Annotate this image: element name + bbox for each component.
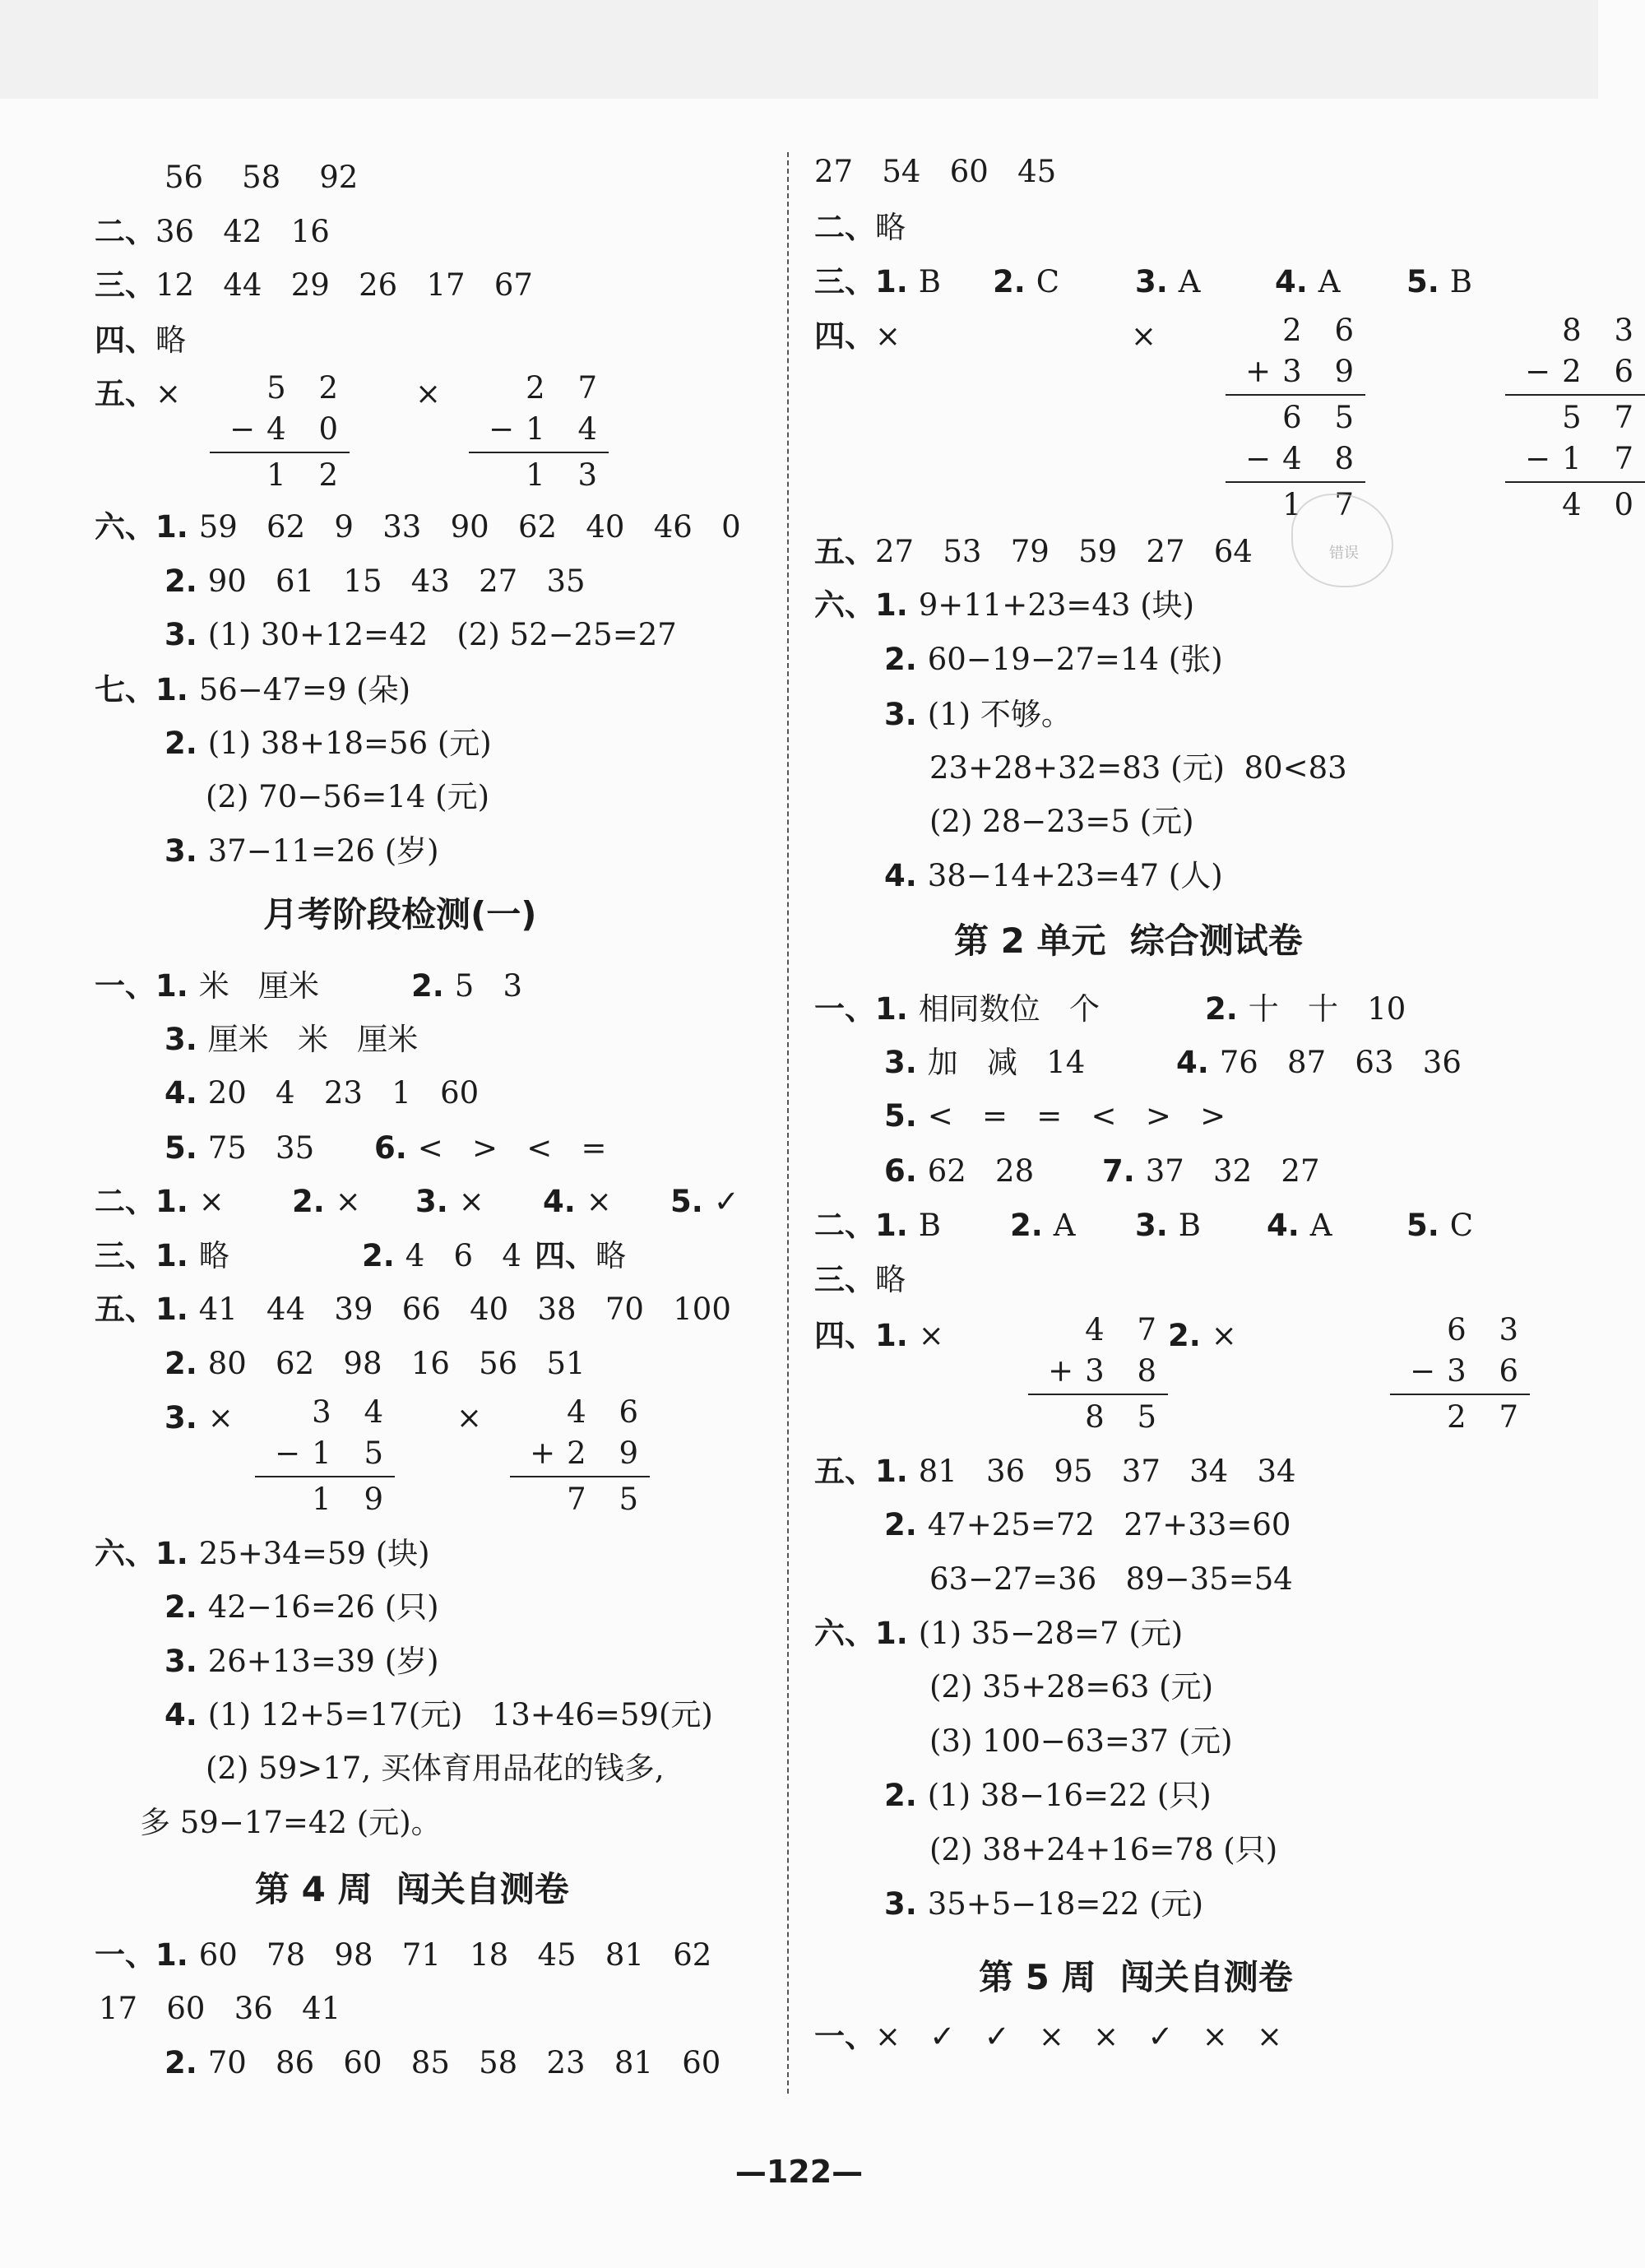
calc-row: 2 7 — [1447, 1399, 1530, 1435]
calc-row: 4 6 — [567, 1394, 650, 1430]
answer-text: 25+34=59 (块) — [198, 1536, 430, 1571]
calc-row: −4 8 — [1245, 441, 1365, 476]
left-answer-line — [164, 1642, 439, 1681]
answer-text: × — [1131, 318, 1157, 354]
answer-text: 略 — [875, 210, 906, 245]
left-answer-line — [206, 777, 489, 817]
question-number: 2. — [884, 1778, 928, 1813]
question-number: 1. — [875, 587, 919, 623]
left-answer-line — [164, 1074, 479, 1113]
question-number: 6. — [884, 1153, 928, 1189]
calc-row: 1 7 — [1282, 487, 1365, 522]
right-answer-line — [929, 1830, 1277, 1870]
left-answer-line — [164, 832, 439, 871]
question-number: 2. — [1205, 991, 1249, 1027]
left-answer-line — [95, 1534, 430, 1574]
question-number: 4. — [543, 1184, 586, 1219]
section-label: 四、 — [814, 1318, 875, 1353]
right-answer-line — [814, 1452, 1296, 1491]
right-answer-line — [814, 586, 1194, 625]
answer-text: 75 35 — [207, 1130, 315, 1166]
answer-text: 56 58 92 — [164, 160, 359, 195]
question-number: 3. — [415, 1184, 459, 1219]
question-number: 3. — [884, 1045, 928, 1080]
right-answer-line — [1275, 262, 1340, 302]
question-number: 3. — [884, 697, 928, 732]
answer-text: A — [1309, 1208, 1332, 1243]
answer-text: < = = < > > — [927, 1098, 1226, 1134]
question-number: 5. — [164, 1130, 208, 1166]
section-label: 二、 — [95, 214, 155, 249]
left-answer-line — [164, 1695, 713, 1735]
left-answer-line — [670, 1182, 739, 1222]
question-number: 2. — [164, 726, 208, 761]
section-label: 七、 — [95, 672, 155, 707]
answer-text: 27 54 60 45 — [814, 154, 1057, 189]
left-answer-line — [95, 374, 181, 414]
vertical-calculation — [210, 368, 350, 496]
left-answer-line — [415, 374, 441, 414]
answer-text: 42−16=26 (只) — [207, 1589, 439, 1625]
left-answer-line — [362, 1236, 521, 1276]
section-label: 四、 — [95, 322, 155, 358]
question-number: 2. — [164, 2045, 208, 2080]
right-answer-line — [814, 1206, 941, 1245]
section-label: 二、 — [95, 1184, 155, 1219]
question-number: 2. — [1010, 1208, 1054, 1243]
answer-text: 略 — [198, 1238, 229, 1273]
question-number: 5. — [884, 1098, 928, 1134]
left-answer-line — [95, 1182, 225, 1222]
section-label: 五、 — [95, 1292, 155, 1327]
left-answer-line — [415, 1182, 484, 1222]
right-answer-line — [1205, 990, 1406, 1029]
right-answer-line — [929, 1560, 1293, 1599]
question-number: 2. — [993, 264, 1036, 299]
left-answer-line — [164, 562, 586, 601]
left-answer-line — [164, 1020, 418, 1060]
answer-text: < > < = — [417, 1130, 607, 1166]
answer-text: 80 62 98 16 56 51 — [207, 1346, 586, 1381]
calc-row: −2 6 — [1525, 354, 1645, 389]
question-number: 3. — [1135, 264, 1179, 299]
left-answer-line — [95, 266, 533, 305]
answer-text: 37 32 27 — [1145, 1153, 1320, 1189]
section-label: 三、 — [814, 264, 875, 299]
answer-text: (1) 35−28=7 (元) — [918, 1616, 1184, 1651]
answer-text: 36 42 16 — [155, 214, 330, 249]
right-answer-line — [884, 1885, 1203, 1924]
answer-text: ✓ — [713, 1184, 739, 1219]
answer-text: 35+5−18=22 (元) — [927, 1886, 1204, 1922]
answer-text: 20 4 23 1 60 — [207, 1075, 480, 1111]
question-number: 3. — [164, 833, 208, 869]
answer-text: 47+25=72 27+33=60 — [927, 1507, 1291, 1542]
answer-text: 略 — [595, 1238, 626, 1273]
section-label: 六、 — [814, 587, 875, 623]
answer-text: 41 44 39 66 40 38 70 100 — [198, 1292, 731, 1327]
calc-row: −4 0 — [229, 411, 350, 447]
vertical-calculation — [1390, 1310, 1530, 1438]
calc-rule — [1028, 1394, 1168, 1395]
answer-text: (1) 38−16=22 (只) — [927, 1778, 1212, 1813]
section-label: 一、 — [95, 968, 155, 1004]
section-heading: 第 5 周 闯关自测卷 — [979, 1957, 1293, 1997]
calc-rule — [1505, 394, 1645, 396]
calc-row: −1 7 — [1525, 441, 1645, 476]
answer-text: 多 59−17=42 (元)。 — [140, 1805, 442, 1840]
question-number: 3. — [164, 1644, 208, 1679]
left-answer-line — [95, 1936, 711, 1975]
calc-rule — [1390, 1394, 1530, 1395]
right-answer-line — [814, 262, 941, 302]
right-answer-line — [814, 1316, 944, 1356]
answer-text: × — [918, 1318, 944, 1353]
answer-text: 37−11=26 (岁) — [207, 833, 439, 869]
calc-row: 4 7 — [1085, 1312, 1168, 1347]
right-answer-line — [929, 1667, 1213, 1707]
calc-row: 8 5 — [1085, 1399, 1168, 1435]
section-label: 二、 — [814, 1208, 875, 1243]
right-answer-line — [814, 317, 901, 356]
answer-text: A — [1318, 264, 1341, 299]
answer-text: 76 87 63 36 — [1219, 1045, 1462, 1080]
question-number: 1. — [155, 1184, 199, 1219]
answer-text: × — [155, 376, 182, 411]
answer-text: × — [875, 318, 901, 354]
answer-text: 60−19−27=14 (张) — [927, 642, 1223, 677]
left-answer-line — [164, 724, 492, 763]
answer-text: 加 减 14 — [927, 1045, 1086, 1080]
answer-text: 17 60 36 41 — [99, 1991, 341, 2026]
left-answer-line — [411, 967, 522, 1006]
question-number: 2. — [884, 1507, 928, 1542]
question-number: 6. — [374, 1130, 418, 1166]
question-number: 1. — [155, 672, 199, 707]
right-answer-line — [929, 802, 1194, 842]
question-number: 2. — [292, 1184, 336, 1219]
section-label: 六、 — [814, 1616, 875, 1651]
column-divider — [787, 152, 789, 2094]
calc-rule — [510, 1476, 650, 1477]
right-answer-line — [1176, 1043, 1462, 1083]
calc-row: 5 2 — [266, 370, 350, 406]
calc-row: −1 4 — [489, 411, 609, 447]
answer-text: 5 3 — [454, 968, 523, 1004]
answer-text: × — [458, 1184, 484, 1219]
right-answer-line — [1135, 1206, 1201, 1245]
answer-text: (2) 59>17, 买体育用品花的钱多, — [206, 1751, 665, 1786]
right-answer-line — [814, 1260, 906, 1300]
section-label: 五、 — [814, 1454, 875, 1489]
right-answer-line — [1135, 262, 1200, 302]
left-answer-line — [164, 1129, 314, 1168]
left-answer-line — [164, 158, 358, 197]
answer-text: 59 62 9 33 90 62 40 46 0 — [198, 509, 741, 545]
calc-row: 6 3 — [1447, 1312, 1530, 1347]
right-answer-line — [884, 695, 1072, 735]
right-answer-line — [884, 640, 1223, 679]
calc-rule — [255, 1476, 395, 1477]
answer-text: (3) 100−63=37 (元) — [929, 1723, 1233, 1759]
answer-text: 相同数位 个 — [918, 991, 1100, 1027]
section-label: 五、 — [814, 534, 875, 569]
right-answer-line — [884, 1505, 1291, 1545]
answer-text: (2) 28−23=5 (元) — [929, 804, 1194, 839]
question-number: 1. — [155, 1292, 199, 1327]
question-number: 4. — [164, 1697, 208, 1732]
left-answer-line — [164, 1344, 586, 1384]
question-number: 2. — [164, 564, 208, 599]
question-number: 1. — [155, 1536, 199, 1571]
calc-row: 6 5 — [1282, 400, 1365, 435]
right-answer-line — [993, 262, 1059, 302]
calc-rule — [1226, 394, 1365, 396]
left-answer-line — [140, 1803, 442, 1843]
question-number: 2. — [362, 1238, 405, 1273]
answer-text: 4 6 4 — [405, 1238, 521, 1273]
right-answer-line — [1406, 262, 1472, 302]
right-answer-line — [884, 1776, 1212, 1816]
answer-text: × — [335, 1184, 361, 1219]
question-number: 2. — [164, 1346, 208, 1381]
answer-text: (2) 35+28=63 (元) — [929, 1669, 1214, 1704]
answer-text: 略 — [155, 322, 186, 358]
section-label: 五、 — [95, 376, 155, 411]
vertical-calculation — [1505, 310, 1645, 526]
vertical-calculation — [1028, 1310, 1168, 1438]
right-answer-line — [814, 208, 906, 248]
right-answer-line — [929, 1722, 1233, 1761]
left-answer-line — [95, 1290, 731, 1329]
right-answer-line — [1267, 1206, 1332, 1245]
answer-text: 56−47=9 (朵) — [198, 672, 411, 707]
calc-row: 8 3 — [1562, 313, 1645, 348]
question-number: 1. — [155, 968, 199, 1004]
question-number: 2. — [411, 968, 455, 1004]
right-answer-line — [814, 152, 1056, 192]
calc-rule — [469, 452, 609, 453]
section-label: 六、 — [95, 1536, 155, 1571]
left-answer-line — [95, 212, 330, 252]
question-number: 3. — [164, 1022, 208, 1057]
answer-text: 十 十 10 — [1248, 991, 1406, 1027]
calc-row: 1 2 — [266, 457, 350, 493]
answer-text: (1) 12+5=17(元) 13+46=59(元) — [207, 1697, 713, 1732]
answer-text: × — [207, 1400, 234, 1435]
question-number: 1. — [875, 1454, 919, 1489]
answer-text: 90 61 15 43 27 35 — [207, 564, 586, 599]
right-answer-line — [1102, 1152, 1320, 1191]
question-number: 3. — [884, 1886, 928, 1922]
question-number: 4. — [1267, 1208, 1310, 1243]
question-number: 4. — [164, 1075, 208, 1111]
answer-text: (2) 70−56=14 (元) — [206, 779, 490, 814]
right-answer-line — [814, 1614, 1183, 1653]
calc-rule — [210, 452, 350, 453]
answer-text: (2) 38+24+16=78 (只) — [929, 1832, 1278, 1867]
question-number: 2. — [1168, 1318, 1212, 1353]
answer-text: (1) 不够。 — [927, 697, 1072, 732]
calc-row: +2 9 — [530, 1435, 650, 1471]
answer-text: 62 28 — [927, 1153, 1035, 1189]
left-answer-line — [95, 1236, 229, 1276]
answer-text: 9+11+23=43 (块) — [918, 587, 1195, 623]
answer-text: 63−27=36 89−35=54 — [929, 1561, 1293, 1597]
answer-text: A — [1178, 264, 1201, 299]
right-answer-line — [1131, 317, 1156, 356]
question-number: 5. — [1406, 264, 1450, 299]
question-number: 1. — [155, 1238, 199, 1273]
question-number: 1. — [875, 991, 919, 1027]
right-answer-line — [814, 990, 1100, 1029]
question-number: 1. — [875, 264, 919, 299]
answer-text: C — [1036, 264, 1059, 299]
left-answer-line — [164, 1398, 234, 1438]
calc-rule — [1505, 481, 1645, 483]
section-label: 一、 — [814, 2019, 875, 2054]
question-number: 1. — [875, 1318, 919, 1353]
section-label: 一、 — [814, 991, 875, 1027]
question-number: 5. — [1406, 1208, 1450, 1243]
left-answer-line — [206, 1749, 665, 1788]
question-number: 4. — [1275, 264, 1318, 299]
right-answer-line — [884, 1152, 1034, 1191]
answer-text: B — [1178, 1208, 1201, 1243]
answer-text: 12 44 29 26 17 67 — [155, 267, 533, 303]
answer-text: × — [456, 1400, 483, 1435]
section-heading: 第 2 单元 综合测试卷 — [954, 921, 1303, 961]
scan-top-band — [0, 0, 1598, 99]
left-answer-line — [543, 1182, 612, 1222]
left-answer-line — [95, 670, 410, 710]
left-answer-line — [292, 1182, 361, 1222]
section-label: 四、 — [535, 1238, 595, 1273]
vertical-calculation — [255, 1392, 395, 1520]
stamp-text: 错误 — [1329, 545, 1359, 562]
answer-text: A — [1053, 1208, 1076, 1243]
question-number: 3. — [164, 1400, 208, 1435]
page-number: —122— — [734, 2154, 864, 2190]
answer-text: (1) 38+18=56 (元) — [207, 726, 492, 761]
stamp-mark — [1291, 494, 1393, 587]
question-number: 1. — [875, 1208, 919, 1243]
calc-row: +3 9 — [1245, 354, 1365, 389]
section-label: 三、 — [95, 1238, 155, 1273]
calc-row: −3 6 — [1410, 1353, 1530, 1389]
calc-row: 1 9 — [312, 1482, 395, 1517]
section-label: 六、 — [95, 509, 155, 545]
question-number: 7. — [1102, 1153, 1146, 1189]
left-answer-line — [374, 1129, 607, 1168]
vertical-calculation — [510, 1392, 650, 1520]
question-number: 4. — [1176, 1045, 1220, 1080]
right-answer-line — [929, 749, 1347, 788]
calc-rule — [1226, 481, 1365, 483]
left-answer-line — [535, 1236, 626, 1276]
section-label: 三、 — [814, 1262, 875, 1297]
left-answer-line — [95, 321, 186, 360]
answer-text: 26+13=39 (岁) — [207, 1644, 439, 1679]
answer-text: C — [1449, 1208, 1473, 1243]
answer-text: (1) 30+12=42 (2) 52−25=27 — [207, 617, 677, 652]
right-answer-line — [814, 2017, 1282, 2057]
question-number: 1. — [155, 1937, 199, 1973]
calc-row: +3 8 — [1048, 1353, 1168, 1389]
answer-text: × — [415, 376, 442, 411]
answer-text: 70 86 60 85 58 23 81 60 — [207, 2045, 721, 2080]
question-number: 4. — [884, 858, 928, 893]
answer-text: × — [586, 1184, 612, 1219]
left-answer-line — [456, 1398, 482, 1438]
calc-row: 7 5 — [567, 1482, 650, 1517]
section-label: 三、 — [95, 267, 155, 303]
calc-row: 3 4 — [312, 1394, 395, 1430]
right-answer-line — [884, 1097, 1226, 1136]
calc-row: −1 5 — [275, 1435, 395, 1471]
calc-row: 2 6 — [1282, 313, 1365, 348]
calc-row: 2 7 — [526, 370, 609, 406]
question-number: 2. — [164, 1589, 208, 1625]
left-answer-line — [95, 508, 741, 547]
answer-text: 厘米 米 厘米 — [207, 1022, 419, 1057]
question-number: 1. — [155, 509, 199, 545]
answer-text: B — [918, 1208, 941, 1243]
left-answer-line — [164, 615, 677, 655]
left-answer-line — [164, 2043, 721, 2083]
answer-text: 略 — [875, 1262, 906, 1297]
section-heading: 第 4 周 闯关自测卷 — [255, 1869, 569, 1909]
right-answer-line — [1168, 1316, 1237, 1356]
question-number: 3. — [1135, 1208, 1179, 1243]
question-number: 5. — [670, 1184, 714, 1219]
right-answer-line — [814, 532, 1253, 572]
left-answer-line — [99, 1989, 341, 2029]
right-answer-line — [884, 856, 1223, 896]
section-label: 一、 — [95, 1937, 155, 1973]
answer-text: 81 36 95 37 34 34 — [918, 1454, 1296, 1489]
right-answer-line — [884, 1043, 1085, 1083]
right-answer-line — [1010, 1206, 1075, 1245]
answer-text: B — [918, 264, 941, 299]
calc-row: 1 3 — [526, 457, 609, 493]
answer-text: 米 厘米 — [198, 968, 319, 1004]
section-heading: 月考阶段检测(一) — [263, 894, 537, 935]
answer-text: 60 78 98 71 18 45 81 62 — [198, 1937, 712, 1973]
answer-text: 38−14+23=47 (人) — [927, 858, 1223, 893]
question-number: 3. — [164, 617, 208, 652]
left-answer-line — [95, 967, 319, 1006]
answer-text: × ✓ ✓ × × ✓ × × — [875, 2019, 1283, 2054]
section-label: 四、 — [814, 318, 875, 354]
calc-row: 5 7 — [1562, 400, 1645, 435]
answer-text: 23+28+32=83 (元) 80<83 — [929, 750, 1347, 786]
left-answer-line — [164, 1588, 439, 1627]
answer-text: 27 53 79 59 27 64 — [875, 534, 1253, 569]
right-answer-line — [1406, 1206, 1473, 1245]
vertical-calculation — [469, 368, 609, 496]
question-number: 1. — [875, 1616, 919, 1651]
answer-text: B — [1449, 264, 1472, 299]
question-number: 2. — [884, 642, 928, 677]
answer-text: × — [1211, 1318, 1237, 1353]
calc-row: 4 0 — [1562, 487, 1645, 522]
answer-text: × — [198, 1184, 225, 1219]
section-label: 二、 — [814, 210, 875, 245]
